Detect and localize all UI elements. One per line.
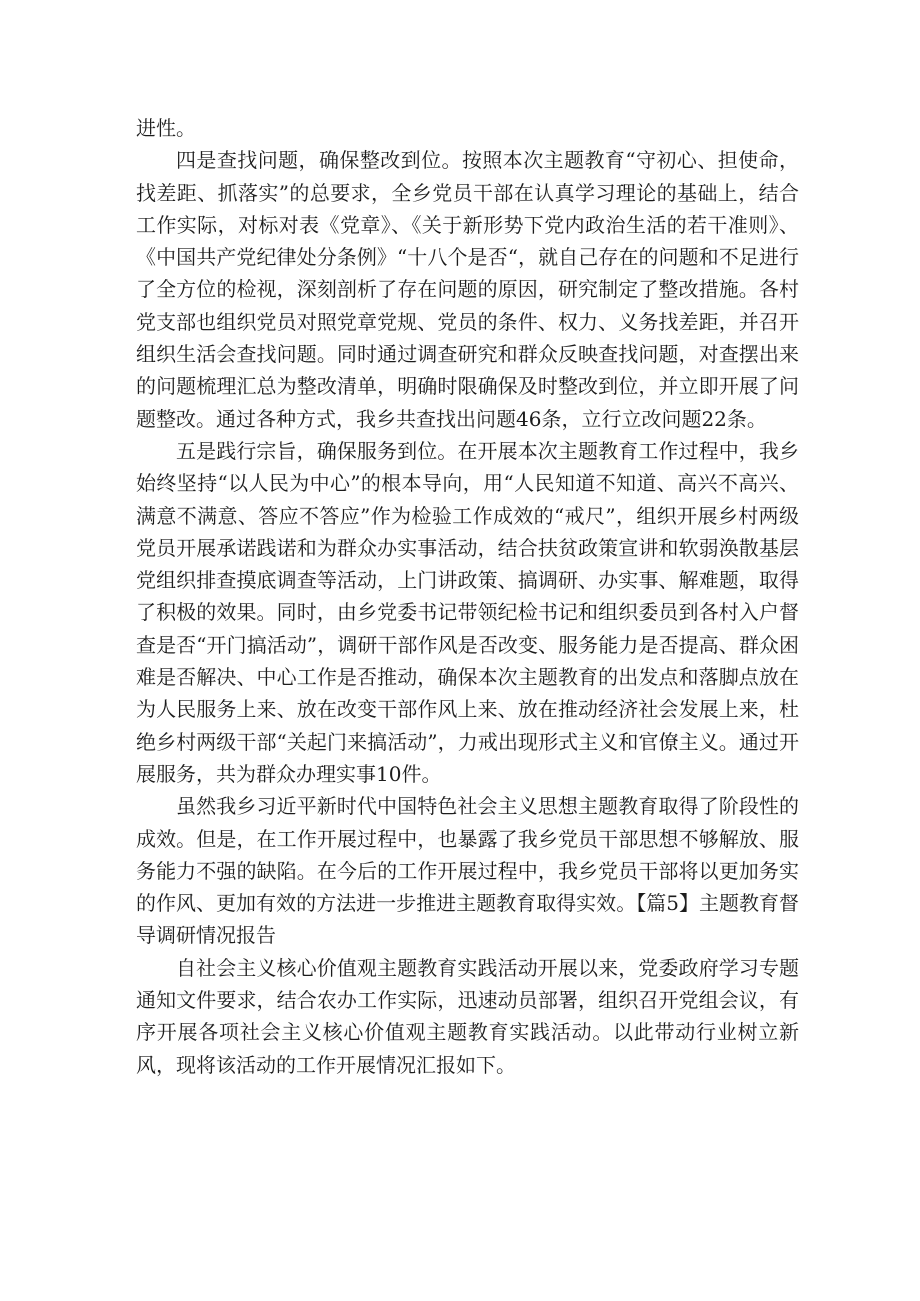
paragraph-continuation: 进性。 (136, 116, 196, 140)
paragraph-finding-problems: 四是查找问题，确保整改到位。按照本次主题教育“守初心、担使命，找差距、抓落实”的总要求，全乡党员干部在认真学习理论的基础上，结合工作实际，对标对表《党章》、《关于新形势下党内政治生活的若干准则》、《中国共产党纪律处分条例》“十八个是否“，就自己存在的问题和不足进行了全方位的检视，深刻剖析了存在问题的原因，研究制定了整改措施。各村党支部也组织党员对照党章党规、党员的条件、权力、义务找差距，并召开组织生活会查找问题。同时通过调查研究和群众反映查找问题，对查摆出来的问题梳理汇总为整改清单，明确时限确保及时整改到位，并立即开展了问题整改。通过各种方式，我乡共查找出问题46条，立行立改问题22条。 (136, 148, 799, 431)
paragraph-summary: 虽然我乡习近平新时代中国特色社会主义思想主题教育取得了阶段性的成效。但是，在工作开展过程中，也暴露了我乡党员干部思想不够解放、服务能力不强的缺陷。在今后的工作开展过程中，我乡党员干部将以更加务实的作风、更加有效的方法进一步推进主题教育取得实效。【篇5】主题教育督导调研情况报告 (136, 794, 799, 948)
paragraph-practicing-purpose: 五是践行宗旨，确保服务到位。在开展本次主题教育工作过程中，我乡始终坚持“以人民为中心”的根本导向，用“人民知道不知道、高兴不高兴、满意不满意、答应不答应”作为检验工作成效的“戒尺”，组织开展乡村两级党员开展承诺践诺和为群众办实事活动，结合扶贫政策宣讲和软弱涣散基层党组织排查摸底调查等活动，上门讲政策、搞调研、办实事、解难题，取得了积极的效果。同时，由乡党委书记带领纪检书记和组织委员到各村入户督查是否“开门搞活动”，调研干部作风是否改变、服务能力是否提高、群众困难是否解决、中心工作是否推动，确保本次主题教育的出发点和落脚点放在为人民服务上来、放在改变干部作风上来、放在推动经济社会发展上来，杜绝乡村两级干部“关起门来搞活动”，力戒出现形式主义和官僚主义。通过开展服务，共为群众办理实事10件。 (136, 438, 799, 786)
paragraph-report-intro: 自社会主义核心价值观主题教育实践活动开展以来，党委政府学习专题通知文件要求，结合农办工作实际，迅速动员部署，组织召开党组会议，有序开展各项社会主义核心价值观主题教育实践活动。以此带动行业树立新风，现将该活动的工作开展情况汇报如下。 (136, 955, 799, 1077)
document-body (136, 112, 799, 1081)
